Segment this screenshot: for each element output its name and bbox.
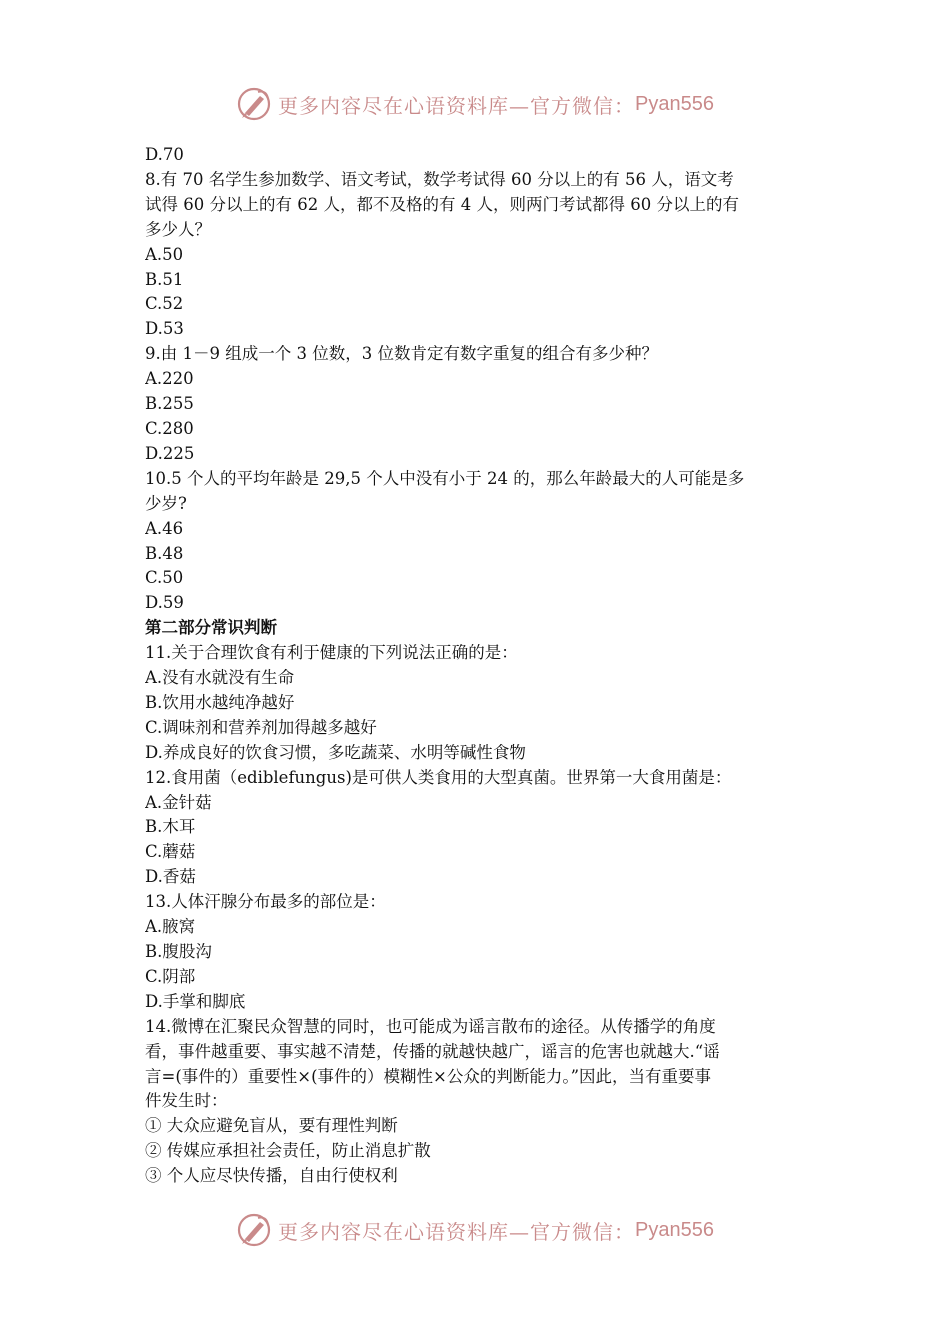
text-line: C.调味剂和营养剂加得越多越好 bbox=[145, 717, 377, 737]
text-line: D.59 bbox=[145, 593, 184, 613]
text-line: C.52 bbox=[145, 294, 184, 314]
header-watermark bbox=[0, 84, 950, 124]
text-line: A.腋窝 bbox=[145, 917, 196, 937]
text-line: A.220 bbox=[145, 369, 194, 389]
pen-logo-icon bbox=[236, 1212, 272, 1248]
text-line: 件发生时： bbox=[145, 1091, 228, 1111]
footer-watermark bbox=[0, 1210, 950, 1250]
text-line: ① 大众应避免盲从，要有理性判断 bbox=[145, 1116, 398, 1136]
text-line: B.饮用水越纯净越好 bbox=[145, 692, 295, 712]
text-line: 13.人体汗腺分布最多的部位是： bbox=[145, 892, 386, 912]
watermark-text: 更多内容尽在心语资料库—官方微信： bbox=[278, 93, 636, 118]
text-line: 少岁? bbox=[145, 493, 187, 513]
text-line: B.255 bbox=[145, 394, 194, 414]
text-line: D.225 bbox=[145, 443, 195, 463]
watermark-wechat-id: Pyan556 bbox=[635, 1218, 714, 1241]
text-line: C.280 bbox=[145, 418, 194, 438]
text-line: 多少人？ bbox=[145, 219, 211, 239]
text-line: 10.5 个人的平均年龄是 29,5 个人中没有小于 24 的，那么年龄最大的人可能是多 bbox=[145, 468, 745, 488]
text-line: C.蘑菇 bbox=[145, 842, 196, 862]
section-heading: 第二部分常识判断 bbox=[145, 618, 277, 638]
text-line: D.70 bbox=[145, 145, 184, 164]
document-body bbox=[145, 143, 810, 1189]
text-line: B.腹股沟 bbox=[145, 942, 212, 961]
text-line: 12.食用菌（ediblefungus)是可供人类食用的大型真菌。世界第一大食用菌是： bbox=[145, 767, 732, 787]
text-line: A.金针菇 bbox=[145, 792, 212, 812]
text-line: B.48 bbox=[145, 543, 184, 563]
text-line: 11.关于合理饮食有利于健康的下列说法正确的是： bbox=[145, 643, 518, 663]
text-line: C.50 bbox=[145, 568, 184, 588]
text-line: A.没有水就没有生命 bbox=[145, 668, 295, 688]
watermark-wechat-id: Pyan556 bbox=[635, 92, 714, 115]
text-line: D.53 bbox=[145, 319, 184, 339]
text-line: B.木耳 bbox=[145, 817, 196, 837]
text-line: D.养成良好的饮食习惯，多吃蔬菜、水明等碱性食物 bbox=[145, 742, 526, 762]
text-line: 14.微博在汇聚民众智慧的同时，也可能成为谣言散布的途径。从传播学的角度 bbox=[145, 1016, 716, 1036]
pen-logo-icon bbox=[236, 86, 272, 122]
text-line: 8.有 70 名学生参加数学、语文考试，数学考试得 60 分以上的有 56 人，语文考 bbox=[145, 169, 734, 189]
text-line: 试得 60 分以上的有 62 人，都不及格的有 4 人，则两门考试都得 60 分以上的有 bbox=[145, 194, 739, 214]
text-line: ③ 个人应尽快传播，自由行使权利 bbox=[145, 1166, 398, 1186]
text-line: D.香菇 bbox=[145, 867, 196, 887]
text-line: 言=(事件的）重要性×(事件的）模糊性×公众的判断能力。”因此，当有重要事 bbox=[145, 1066, 712, 1086]
text-line: A.46 bbox=[145, 518, 184, 538]
text-line: C.阴部 bbox=[145, 966, 196, 986]
text-line: 看，事件越重要、事实越不清楚，传播的就越快越广，谣言的危害也就越大.“谣 bbox=[145, 1041, 720, 1061]
text-line: B.51 bbox=[145, 269, 184, 289]
watermark-text: 更多内容尽在心语资料库—官方微信： bbox=[278, 1219, 636, 1244]
text-line: A.50 bbox=[145, 244, 184, 264]
text-line: ② 传媒应承担社会责任，防止消息扩散 bbox=[145, 1141, 431, 1161]
text-line: D.手掌和脚底 bbox=[145, 991, 246, 1011]
text-line: 9.由 1－9 组成一个 3 位数，3 位数肯定有数字重复的组合有多少种？ bbox=[145, 344, 658, 364]
